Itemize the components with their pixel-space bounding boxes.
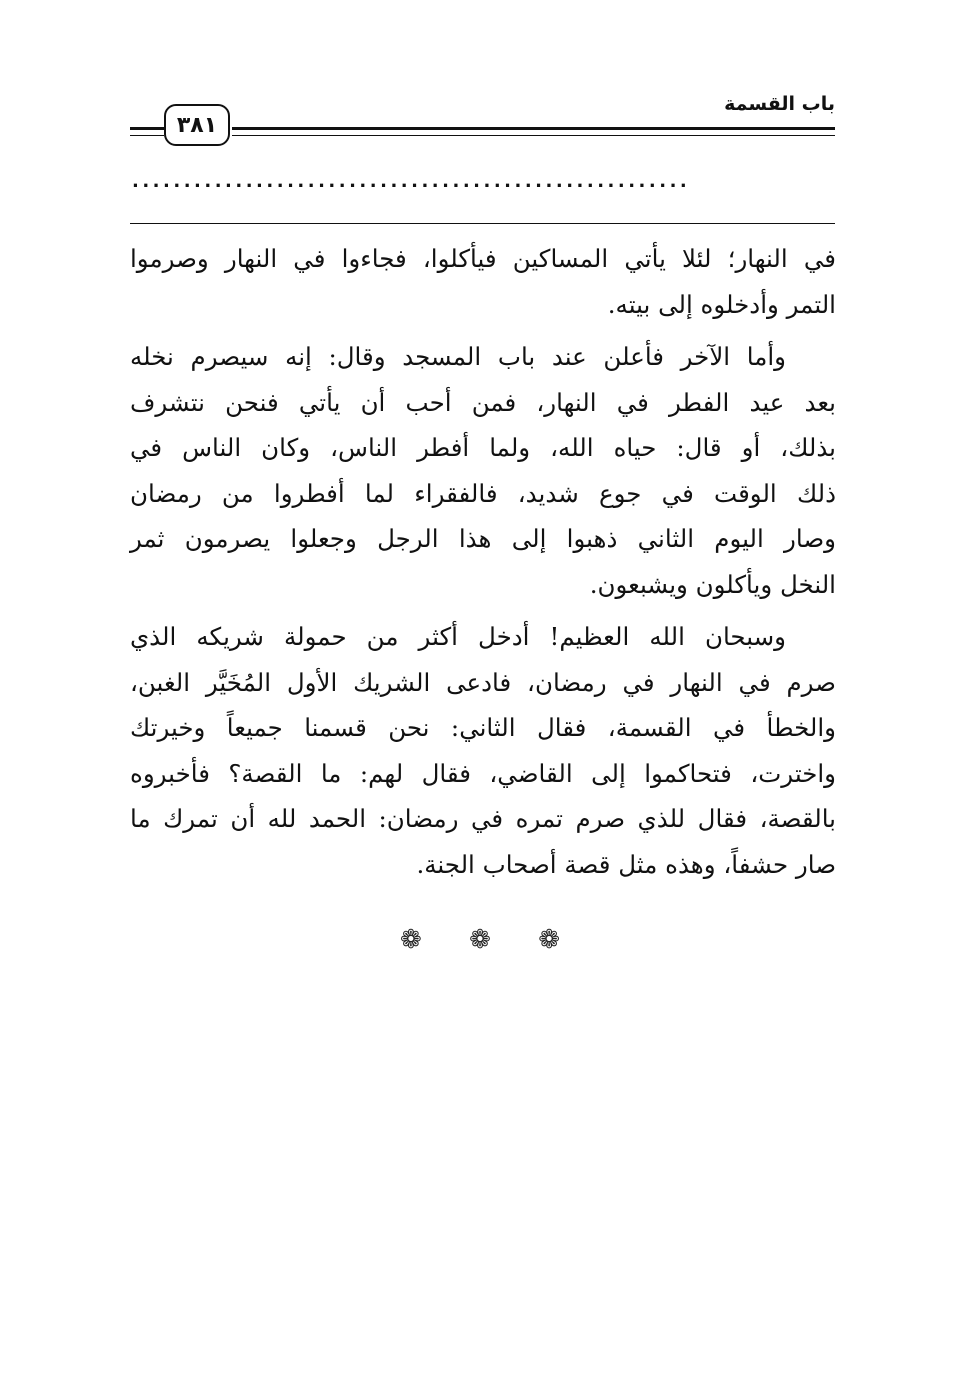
text-line: في النهار؛ لئلا يأتي المساكين فيأكلوا، فجاءوا في النهار وصرموا [130, 244, 836, 273]
body-text [130, 236, 836, 887]
section-end-ornaments [400, 925, 560, 955]
flower-ornament-icon: ❁ [538, 925, 560, 955]
footnote-dots: ...................................................... [132, 172, 691, 192]
text-line: بعد عيد الفطر في النهار، فمن أحب أن يأتي فنحن نتشرف [130, 387, 836, 417]
text-line: والخطأ في القسمة، فقال الثاني: نحن قسمنا جميعاً وخيرتك [130, 713, 836, 742]
paragraph [130, 614, 836, 887]
text-line: ذلك الوقت في جوع شديد، فالفقراء لما أفطروا من رمضان [130, 478, 836, 508]
flower-ornament-icon: ❁ [469, 925, 491, 955]
text-line: بذلك، أو قال: حياه الله، ولما أفطر الناس، وكان الناس في [130, 433, 836, 462]
text-line: التمر وأدخلوه إلى بيته. [607, 289, 836, 319]
text-line: وأما الآخر فأعلن عند باب المسجد وقال: إنه سيصرم نخله [130, 342, 786, 371]
header-rule [232, 135, 835, 136]
flower-ornament-icon: ❁ [400, 925, 422, 955]
text-line: النخل ويأكلون ويشبعون. [589, 569, 836, 599]
footnote-separator [130, 223, 835, 224]
page-number: ٣٨١ [164, 104, 230, 146]
header-rule [232, 127, 835, 130]
text-line: صار حشفاً، وهذه مثل قصة أصحاب الجنة. [416, 849, 836, 879]
text-line: صرم في النهار في رمضان، فادعى الشريك الأول المُخَيَّر الغبن، [130, 667, 836, 697]
paragraph [130, 236, 836, 327]
text-line: وسبحان الله العظيم! أدخل أكثر من حمولة شريكه الذي [130, 622, 786, 651]
text-line: وصار اليوم الثاني ذهبوا إلى هذا الرجل وجعلوا يصرمون ثمر [130, 524, 836, 553]
chapter-title: باب القسمة [724, 93, 835, 115]
paragraph [130, 334, 836, 607]
text-line: واخترت، فتحاكموا إلى القاضي، فقال لهم: ما القصة؟ فأخبروه [130, 758, 836, 788]
header-rule [130, 135, 164, 136]
header-rule [130, 127, 164, 130]
text-line: بالقصة، فقال للذي صرم تمره في رمضان: الحمد لله أن تمرك ما [130, 804, 836, 833]
